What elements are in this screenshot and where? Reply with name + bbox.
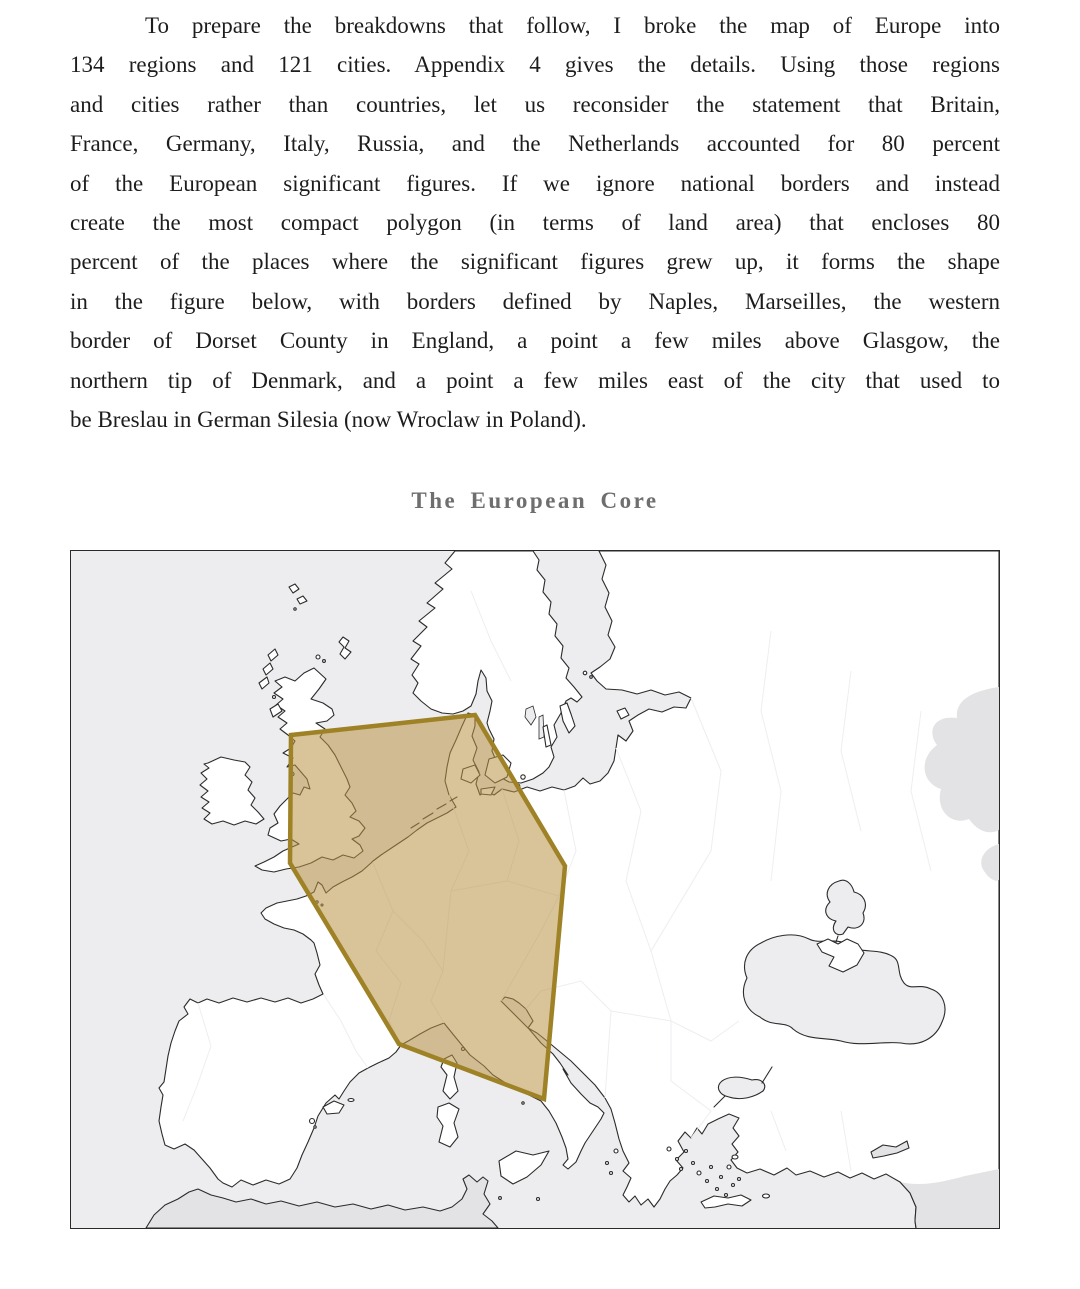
europe-map: [71, 551, 999, 1228]
aland-islet: [590, 676, 593, 679]
paragraph-line: 134 regions and 121 cities. Appendix 4 gives the details. Using those regions: [70, 52, 1000, 78]
paragraph-line: percent of the places where the significant figures grew up, it forms the shape: [70, 249, 1000, 275]
rhodes: [763, 1194, 770, 1198]
europe-map-figure: [70, 550, 1000, 1229]
lesbos: [732, 1155, 738, 1159]
corfu: [614, 1149, 618, 1153]
chios: [727, 1165, 731, 1169]
malta: [537, 1198, 540, 1201]
paragraph-line: France, Germany, Italy, Russia, and the Netherlands accounted for 80 percent: [70, 131, 1000, 157]
orkney-island: [316, 655, 320, 659]
faroe-islet: [294, 608, 296, 610]
paragraph-line: and cities rather than countries, let us reconsider the statement that Britain,: [70, 91, 1000, 117]
menorca: [348, 1099, 354, 1102]
hebrides-islet: [273, 696, 276, 699]
paragraph-line: create the most compact polygon (in terms of land area) that encloses 80: [70, 210, 1000, 236]
formentera: [314, 1126, 316, 1128]
paragraph-line: To prepare the breakdowns that follow, I broke the map of Europe into: [145, 13, 1000, 38]
ischia: [522, 1102, 524, 1104]
paragraph-line: be Breslau in German Silesia (now Wroclaw in Poland).: [70, 407, 587, 433]
paragraph-line: border of Dorset County in England, a point a few miles above Glasgow, the: [70, 328, 1000, 354]
paragraph-line: of the European significant figures. If we ignore national borders and instead: [70, 170, 1000, 196]
paragraph-line: northern tip of Denmark, and a point a few miles east of the city that used to: [70, 367, 1000, 393]
body-paragraph: [70, 6, 1000, 439]
paragraph-line: in the figure below, with borders defined by Naples, Marseilles, the western: [70, 288, 1000, 314]
pantelleria: [499, 1197, 502, 1200]
ibiza: [310, 1119, 315, 1124]
bornholm-island: [521, 775, 525, 779]
aland-island: [583, 671, 587, 675]
orkney-islet: [323, 660, 326, 663]
figure-title: The European Core: [411, 488, 659, 513]
